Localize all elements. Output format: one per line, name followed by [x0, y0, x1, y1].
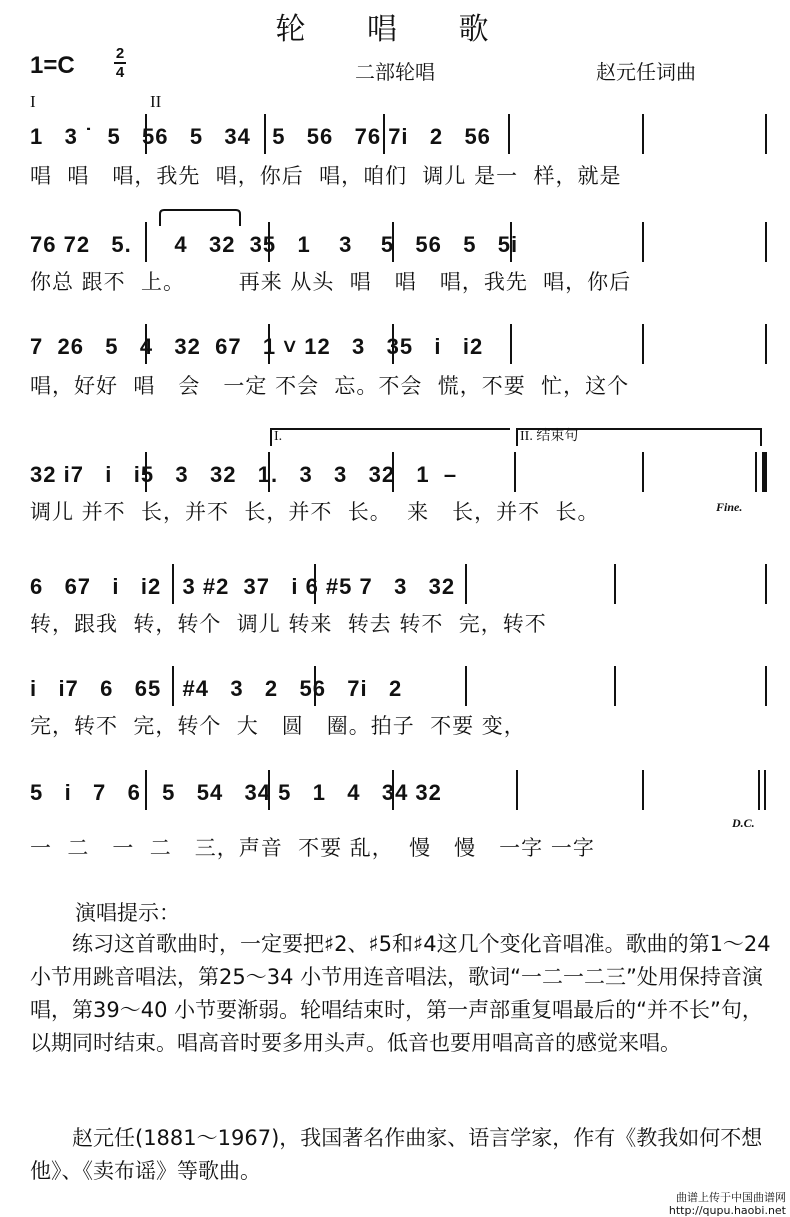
volta-second-ending: II. 结束句 — [516, 428, 762, 446]
barline — [268, 324, 270, 364]
barline — [145, 114, 147, 154]
barline — [510, 324, 512, 364]
lyric-row-6: 完，转不 完，转个 大 圆 圈。拍子 不要 变， — [30, 714, 526, 738]
barline — [145, 452, 147, 492]
final-barline — [755, 452, 767, 492]
barline — [145, 222, 147, 262]
notation-row-2: 76 72 5. 4 32 35 1 3 5 56 5 5i — [30, 232, 519, 257]
lyric-row-7: 一 二 一 二 三，声音 不要 乱， 慢 慢 一字 一字 — [30, 836, 595, 860]
barline — [145, 770, 147, 810]
notation-row-3: 7 26 5 4 32 67 1 ˅ 12 3 35 i i2 — [30, 334, 484, 359]
lyric-row-2: 你总 跟不 上。 再来 从头 唱 唱 唱，我先 唱，你后 — [30, 270, 632, 294]
dc-mark: D.C. — [732, 816, 755, 830]
barline — [642, 452, 644, 492]
barline — [765, 666, 767, 706]
notation-row-6: i i7 6 65 #4 3 2 56 7i 2 — [30, 676, 403, 701]
lyric-row-3: 唱，好好 唱 会 一定 不会 忘。不会 慌，不要 忙，这个 — [30, 374, 630, 398]
barline — [383, 114, 385, 154]
barline — [392, 452, 394, 492]
barline — [642, 114, 644, 154]
barline — [516, 770, 518, 810]
barline — [614, 564, 616, 604]
repeat-end-barline — [758, 770, 766, 810]
notation-row-5: 6 67 i i2 3 #2 37 i 6 #5 7 3 32 — [30, 574, 456, 599]
site-watermark — [669, 1191, 786, 1217]
barline — [392, 324, 394, 364]
barline — [145, 324, 147, 364]
barline — [765, 114, 767, 154]
barline — [268, 770, 270, 810]
song-title: 轮 唱 歌 — [275, 12, 515, 47]
tips-body — [30, 928, 775, 1060]
barline — [465, 666, 467, 706]
barline — [642, 770, 644, 810]
barline — [264, 114, 266, 154]
slur-mark — [158, 208, 242, 228]
lyric-row-5: 转，跟我 转，转个 调儿 转来 转去 转不 完，转不 — [30, 612, 547, 636]
barline — [510, 222, 512, 262]
author-credit: 赵元任词曲 — [596, 60, 696, 84]
barline — [642, 222, 644, 262]
barline — [642, 324, 644, 364]
barline — [514, 452, 516, 492]
voice-mark-1: I — [30, 92, 36, 111]
barline — [765, 222, 767, 262]
key-signature: 1=C — [30, 52, 75, 79]
notation-row-4: 32 i7 i i5 3 32 1. 3 3 32 1 – — [30, 462, 458, 487]
barline — [508, 114, 510, 154]
barline — [765, 564, 767, 604]
watermark-line-2: http://qupu.haobi.net — [668, 1204, 786, 1217]
barline — [172, 666, 174, 706]
performance-mode: 二部轮唱 — [355, 60, 435, 84]
notation-row-1: 1 3 ˙ 5 56 5 34 5 56 76 7i 2 56 — [30, 124, 491, 149]
barline — [392, 222, 394, 262]
barline — [268, 222, 270, 262]
barline — [465, 564, 467, 604]
barline — [268, 452, 270, 492]
notation-row-7: 5 i 7 6 5 54 34 5 1 4 34 32 — [30, 780, 442, 805]
fine-mark: Fine. — [716, 500, 743, 514]
barline — [314, 564, 316, 604]
tips-paragraph-1: 练习这首歌曲时，一定要把♯2、♯5和♯4这几个变化音唱准。歌曲的第1～24 小节用跳音唱法，第25～34 小节用连音唱法，歌词“一二一二三”处用保持音演唱，第39～40 小节要渐弱。轮唱结束时，第一声部重复唱最后的“并不长”句，以期同时结束。唱高音时要多用头声。低音也要用唱高音的感觉来唱。 — [30, 932, 771, 1055]
barline — [314, 666, 316, 706]
tips-heading: 演唱提示： — [75, 901, 180, 925]
voice-mark-2: II — [150, 92, 162, 111]
time-signature-top: 2 — [115, 45, 125, 62]
lyric-row-1: 唱 唱 唱，我先 唱，你后 唱，咱们 调儿 是一 样，就是 — [30, 164, 622, 188]
tips-paragraph-2: 赵元任(1881～1967)，我国著名作曲家、语言学家，作有《教我如何不想他》、《卖布谣》等歌曲。 — [30, 1126, 763, 1183]
volta-first-ending: I. — [270, 428, 510, 446]
watermark-line-1: 曲谱上传于中国曲谱网 — [676, 1191, 786, 1204]
barline — [392, 770, 394, 810]
composer-note — [30, 1122, 775, 1188]
time-signature-bottom: 4 — [115, 64, 125, 81]
barline — [172, 564, 174, 604]
barline — [614, 666, 616, 706]
lyric-row-4: 调儿 并不 长，并不 长，并不 长。 来 长，并不 长。 — [30, 500, 600, 524]
barline — [765, 324, 767, 364]
